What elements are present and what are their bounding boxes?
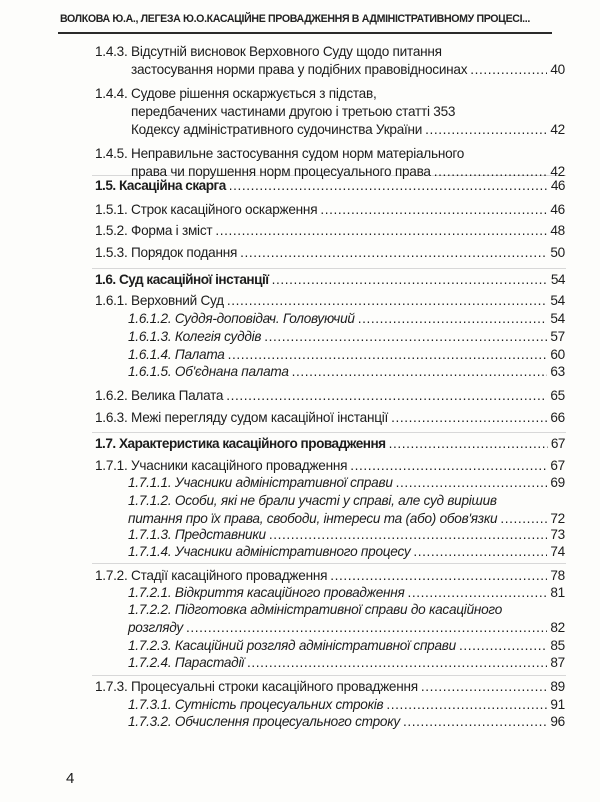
dot-leader	[391, 409, 547, 427]
dot-leader	[425, 121, 547, 139]
section-divider	[92, 563, 566, 564]
dot-leader	[358, 310, 548, 328]
toc-entry-title: 1.7.1.2. Особи, які не брали участі у справі, але суд вирішив	[128, 493, 497, 508]
toc-entry-title: 1.7.3. Процесуальні строки касаційного провадження	[95, 679, 418, 694]
toc-page-number: 82	[550, 620, 565, 635]
toc-page-number: 60	[550, 347, 565, 362]
toc-entry[interactable]	[95, 222, 565, 240]
toc-entry-title: 1.5.2. Форма і зміст	[95, 223, 213, 238]
dot-leader	[186, 619, 547, 637]
toc-entry[interactable]	[95, 409, 565, 427]
toc-page-number: 42	[550, 164, 565, 179]
toc-page-number: 72	[550, 511, 565, 526]
toc-page-number: 46	[550, 178, 565, 193]
toc-entry-title: 1.6.3. Межі перегляду судом касаційної інстанції	[95, 410, 389, 425]
toc-page-number: 89	[550, 679, 565, 694]
toc-entry-title: 1.6.1. Верховний Суд	[95, 293, 224, 308]
dot-leader	[229, 177, 548, 195]
toc-entry-title: передбачених частинами другою і третьою статті 353	[131, 104, 456, 119]
toc-entry[interactable]	[128, 346, 565, 364]
toc-entry-title: 1.4.3. Відсутній висновок Верховного Суду щодо питання	[95, 44, 442, 59]
toc-entry[interactable]	[95, 43, 565, 79]
dot-leader	[389, 435, 548, 453]
section-divider	[92, 675, 566, 676]
toc-entry-title: 1.7.3.2. Обчислення процесуального строку	[128, 714, 400, 729]
dot-leader	[272, 271, 548, 289]
toc-entry[interactable]	[95, 85, 565, 139]
dot-leader	[396, 474, 548, 492]
toc-page-number: 57	[550, 329, 565, 344]
toc-entry[interactable]	[95, 244, 565, 262]
toc-page-number: 67	[550, 458, 565, 473]
dot-leader	[408, 584, 548, 602]
toc-entry[interactable]	[128, 696, 565, 714]
toc-page-number: 66	[550, 410, 565, 425]
dot-leader	[215, 222, 547, 240]
toc-page-number: 54	[550, 272, 565, 287]
toc-page-number: 48	[550, 223, 565, 238]
section-divider	[92, 268, 566, 269]
toc-entry-title: 1.5. Касаційна скарга	[95, 178, 226, 193]
toc-entry[interactable]	[128, 310, 565, 328]
toc-entry-title: 1.6.1.5. Об'єднана палата	[128, 364, 289, 379]
toc-entry[interactable]	[95, 457, 565, 475]
toc-entry[interactable]	[128, 713, 565, 731]
dot-leader	[421, 678, 548, 696]
toc-page-number: 73	[550, 527, 565, 542]
toc-page-number: 91	[550, 697, 565, 712]
toc-entry[interactable]	[128, 328, 565, 346]
toc-entry[interactable]	[95, 145, 565, 181]
toc-page-number: 65	[550, 388, 565, 403]
toc-entry[interactable]	[128, 363, 565, 381]
toc-entry-title: 1.4.5. Неправильне застосування судом норм матеріального	[95, 146, 465, 161]
toc-entry[interactable]	[128, 543, 565, 561]
dot-leader	[470, 61, 547, 79]
dot-leader	[228, 346, 548, 364]
toc-page-number: 69	[550, 475, 565, 490]
toc-entry[interactable]	[95, 271, 565, 289]
toc-entry-title: 1.7.1. Учасники касаційного провадження	[95, 458, 348, 473]
toc-page-number: 74	[550, 544, 565, 559]
dot-leader	[227, 292, 548, 310]
toc-entry-title: 1.7.2.3. Касаційний розгляд адміністративної справи	[128, 638, 456, 653]
toc-page-number: 96	[550, 714, 565, 729]
toc-entry-title: права чи порушення норм процесуального права	[131, 164, 431, 179]
page-number: 4	[66, 770, 75, 787]
toc-entry[interactable]	[128, 601, 565, 637]
toc-page-number: 67	[550, 436, 565, 451]
toc-entry[interactable]	[95, 292, 565, 310]
toc-entry-title: 1.7.2.4. Парастадії	[128, 655, 244, 670]
toc-page-number: 78	[550, 568, 565, 583]
dot-leader	[320, 201, 547, 219]
toc-entry[interactable]	[128, 637, 565, 655]
toc-entry[interactable]	[95, 678, 565, 696]
dot-leader	[330, 567, 547, 585]
toc-entry[interactable]	[95, 201, 565, 219]
header-rule	[58, 32, 552, 34]
toc-entry-title: 1.6.2. Велика Палата	[95, 388, 224, 403]
toc-entry[interactable]	[95, 177, 565, 195]
dot-leader	[459, 637, 547, 655]
toc-page-number: 85	[550, 638, 565, 653]
toc-entry-title: 1.5.1. Строк касаційного оскарження	[95, 202, 318, 217]
toc-entry[interactable]	[128, 654, 565, 672]
toc-entry-title: 1.6. Суд касаційної інстанції	[95, 272, 269, 287]
dot-leader	[292, 363, 548, 381]
toc-entry-title: Кодексу адміністративного судочинства України	[131, 122, 423, 137]
toc-page-number: 50	[550, 245, 565, 260]
toc-entry-title: 1.7.1.3. Представники	[128, 527, 266, 542]
toc-entry-title: 1.4.4. Судове рішення оскаржується з підстав,	[95, 86, 377, 101]
toc-entry-title: 1.7. Характеристика касаційного провадження	[95, 436, 386, 451]
toc-entry-title: 1.7.2.2. Підготовка адміністративної справи до касаційного	[128, 602, 503, 617]
toc-page-number: 46	[550, 202, 565, 217]
toc-entry[interactable]	[128, 526, 565, 544]
toc-entry[interactable]	[128, 584, 565, 602]
toc-entry-title: 1.6.1.4. Палата	[128, 347, 225, 362]
dot-leader	[264, 328, 547, 346]
toc-entry-title: 1.7.3.1. Сутність процесуальних строків	[128, 697, 384, 712]
toc-entry-title: 1.7.1.4. Учасники адміністративного процесу	[128, 544, 411, 559]
toc-entry-title: 1.7.2. Стадії касаційного провадження	[95, 568, 328, 583]
dot-leader	[247, 654, 547, 672]
toc-entry-title: 1.6.1.2. Суддя-доповідач. Головуючий	[128, 311, 355, 326]
running-header: ВОЛКОВА Ю.А., ЛЕГЕЗА Ю.О.КАСАЦІЙНЕ ПРОВАДЖЕННЯ В АДМІНІСТРАТИВНОМУ ПРОЦЕСІ...	[60, 13, 530, 25]
dot-leader	[386, 696, 547, 714]
section-divider	[92, 432, 566, 433]
toc-entry[interactable]	[128, 492, 565, 528]
toc-entry-title: 1.6.1.3. Колегія суддів	[128, 329, 262, 344]
dot-leader	[413, 543, 547, 561]
dot-leader	[350, 457, 547, 475]
dot-leader	[269, 526, 548, 544]
toc-entry-title: застосування норми права у подібних правовідносинах	[131, 62, 468, 77]
toc-entry-title: 1.7.2.1. Відкриття касаційного провадження	[128, 585, 405, 600]
toc-entry[interactable]	[95, 567, 565, 585]
toc-page-number: 63	[550, 364, 565, 379]
toc-entry[interactable]	[128, 474, 565, 492]
toc-entry[interactable]	[95, 387, 565, 405]
toc-entry[interactable]	[95, 435, 565, 453]
toc-page-number: 81	[550, 585, 565, 600]
toc-page-number: 54	[550, 293, 565, 308]
toc-entry-title: 1.5.3. Порядок подання	[95, 245, 238, 260]
toc-page-number: 54	[550, 311, 565, 326]
dot-leader	[403, 713, 547, 731]
toc-page-number: 40	[550, 62, 565, 77]
dot-leader	[240, 244, 547, 262]
toc-entry-title: 1.7.1.1. Учасники адміністративної справи	[128, 475, 393, 490]
toc-entry-title: питання про їх права, свободи, інтереси та (або) обов'язки	[128, 511, 498, 526]
toc-entry-title: розгляду	[128, 620, 183, 635]
dot-leader	[226, 387, 547, 405]
toc-page-number: 87	[550, 655, 565, 670]
toc-page-number: 42	[550, 122, 565, 137]
